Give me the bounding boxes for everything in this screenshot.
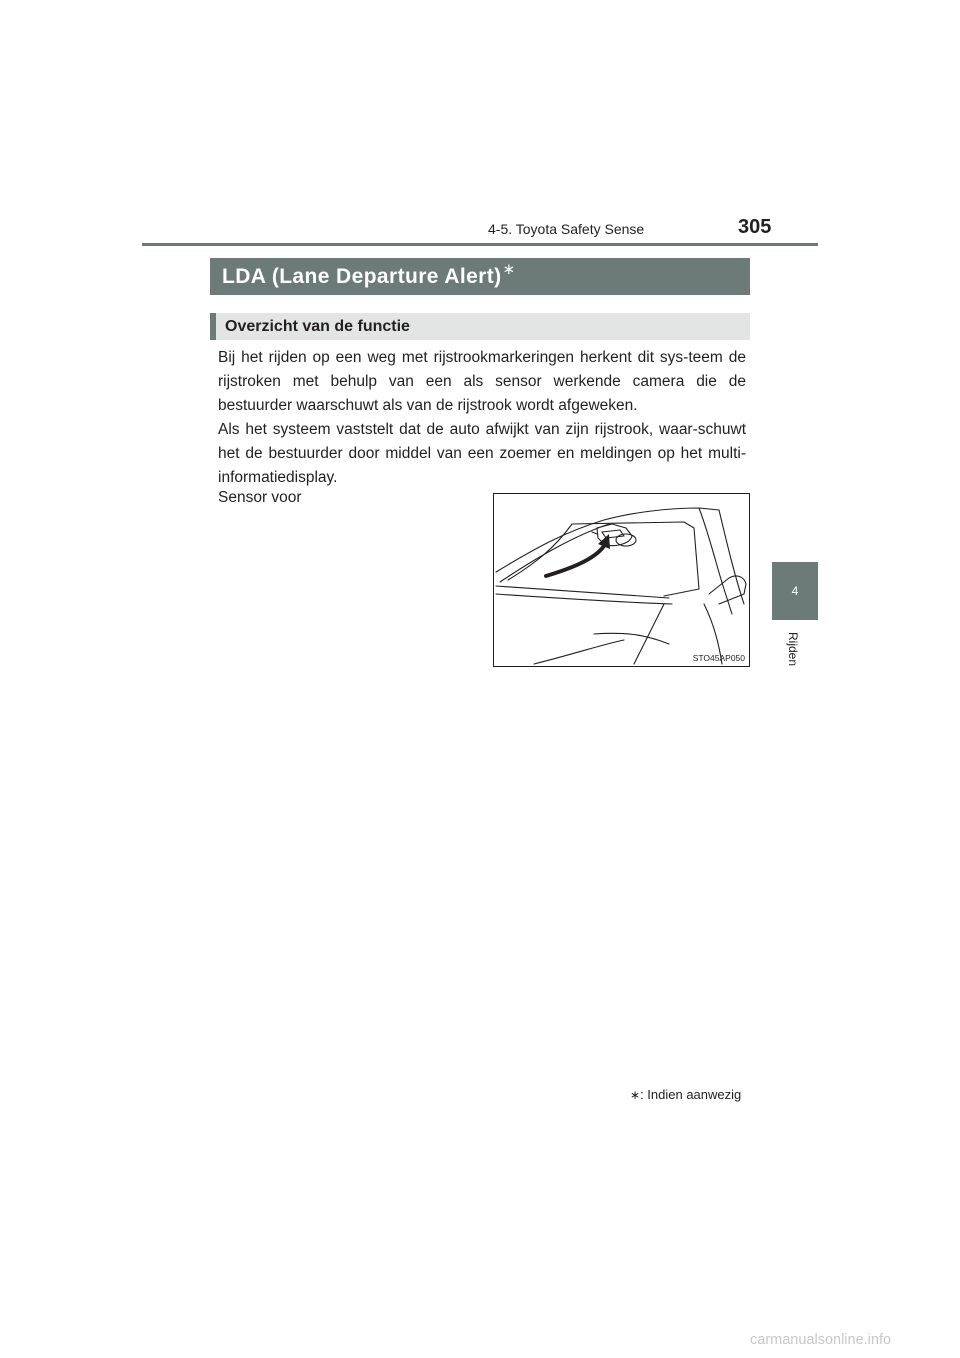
footnote — [630, 1087, 741, 1102]
page-number: 305 — [738, 216, 772, 238]
footnote-marker: ∗ — [630, 1088, 641, 1102]
paragraph-1: Bij het rijden op een weg met rijstrookmarkeringen herkent dit sys-teem de rijstroken met behulp van een als sensor werkende camera die de bestuurder waarschuwt als van de rijstrook wordt afgeweken. — [218, 349, 746, 414]
title-footnote-marker: ∗ — [502, 259, 516, 278]
header-section-title: 4-5. Toyota Safety Sense — [488, 221, 645, 237]
header-rule — [142, 243, 818, 246]
title-bar — [210, 258, 750, 295]
subheading: Overzicht van de functie — [225, 317, 410, 335]
watermark: carmanualsonline.info — [750, 1332, 892, 1348]
chapter-number: 4 — [791, 584, 799, 598]
page-title: LDA (Lane Departure Alert) — [222, 264, 502, 288]
chapter-label: Rijden — [786, 632, 800, 667]
figure-code: STO45AP050 — [692, 653, 745, 663]
subheading-bar — [210, 313, 750, 340]
figure-label: Sensor voor — [218, 489, 302, 506]
chapter-tab — [772, 562, 818, 620]
footnote-text: : Indien aanwezig — [640, 1087, 742, 1102]
paragraph-2: Als het systeem vaststelt dat de auto afwijkt van zijn rijstrook, waar-schuwt het de bestuurder door middel van een zoemer en meldingen op het multi-informatiedisplay. — [218, 421, 746, 486]
sensor-illustration — [493, 493, 750, 667]
windshield-drawing — [494, 494, 749, 666]
